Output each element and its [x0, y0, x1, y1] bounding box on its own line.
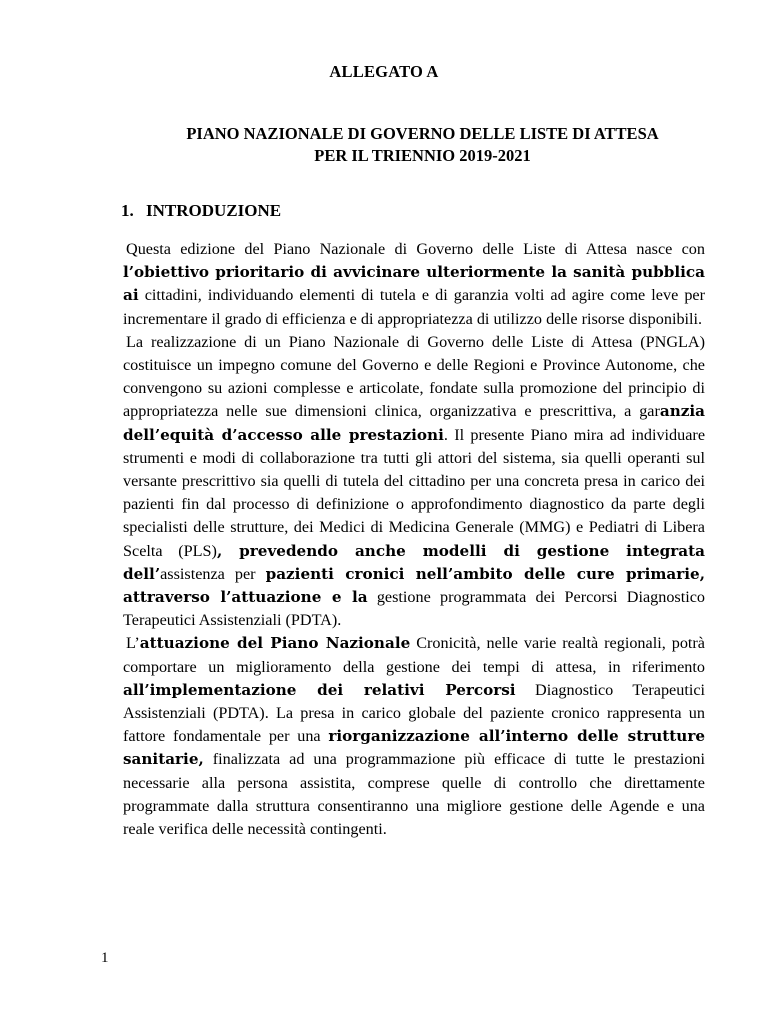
- bold-text-run: l’obiettivo prioritario di avvicinare ulteriormente la sanità pubblica ai: [123, 263, 705, 305]
- text-run: finalizzata ad una programmazione più efficace di tutte le prestazioni necessarie alla persona assistita, comprese quelle di controllo che direttamente programmate dalla struttura consentiranno una migliore gestione delle Agende e una reale verifica delle necessità contingenti.: [123, 750, 705, 839]
- text-run: cittadini, individuando elementi di tutela e di garanzia volti ad agire come leve per incrementare il grado di efficienza e di appropriatezza di utilizzo delle risorse disponibili.: [123, 286, 705, 328]
- text-run: Diagnostico Terapeutici Assistenziali (PDTA). La presa in carico globale del paziente cronico rappresenta un fattore fondamentale per una: [123, 680, 705, 746]
- bold-text-run: anzia dell’equità d’accesso alle prestazioni: [123, 402, 705, 444]
- bold-text-run: , prevedendo anche modelli di gestione integrata dell’: [123, 541, 705, 583]
- paragraph: [123, 331, 705, 633]
- document-title: [120, 123, 725, 167]
- text-run: Cronicità, nelle varie realtà regionali, potrà comportare un miglioramento della gestione dei tempi di attesa, in riferimento: [123, 634, 705, 676]
- text-run: La realizzazione di un Piano Nazionale di Governo delle Liste di Attesa (PNGLA) costituisce un impegno comune del Governo e delle Regioni e Province Autonome, che convengono su azioni complesse e articolate, fondate sulla promozione del principio di appropriatezza nelle sue dimensioni clinica, organizzativa e prescrittiva, a gar: [123, 332, 705, 421]
- text-run: L’: [126, 634, 140, 653]
- bold-text-run: attuazione del Piano Nazionale: [139, 634, 411, 653]
- annex-title: ALLEGATO A: [329, 62, 439, 81]
- text-run: Questa edizione del Piano Nazionale di Governo delle Liste di Attesa nasce con: [126, 240, 705, 258]
- paragraph: [123, 238, 705, 331]
- text-run: assistenza per: [160, 564, 266, 583]
- text-run: . Il presente Piano mira ad individuare strumenti e modi di collaborazione tra tutti gli attori del sistema, sia quelli operanti sul versante prescrittivo sia quelli di tutela del cittadino per una concreta presa in carico dei pazienti fin dal processo di definizione o approfondimento diagnostico da parte degli specialisti delle strutture, dei Medici di Medicina Generale (MMG) e Pediatri di Libera Scelta (PLS): [123, 425, 705, 560]
- paragraph: [123, 632, 705, 841]
- bold-text-run: all’implementazione dei relativi Percorsi: [123, 680, 516, 699]
- body-text: [123, 238, 705, 841]
- section-heading: [121, 201, 281, 221]
- bold-text-run: pazienti cronici nell’ambito delle cure primarie, attraverso l’attuazione e la: [123, 564, 705, 607]
- bold-text-run: riorganizzazione all’interno delle strutture sanitarie,: [123, 727, 705, 769]
- section-title: INTRODUZIONE: [146, 201, 282, 220]
- page-number: 1: [101, 950, 109, 966]
- text-run: gestione programmata dei Percorsi Diagnostico Terapeutici Assistenziali (PDTA).: [123, 588, 705, 630]
- document-title-line-2: PER IL TRIENNIO 2019-2021: [314, 146, 531, 165]
- document-title-line-1: PIANO NAZIONALE DI GOVERNO DELLE LISTE DI ATTESA: [186, 124, 659, 143]
- section-number: 1.: [121, 201, 134, 220]
